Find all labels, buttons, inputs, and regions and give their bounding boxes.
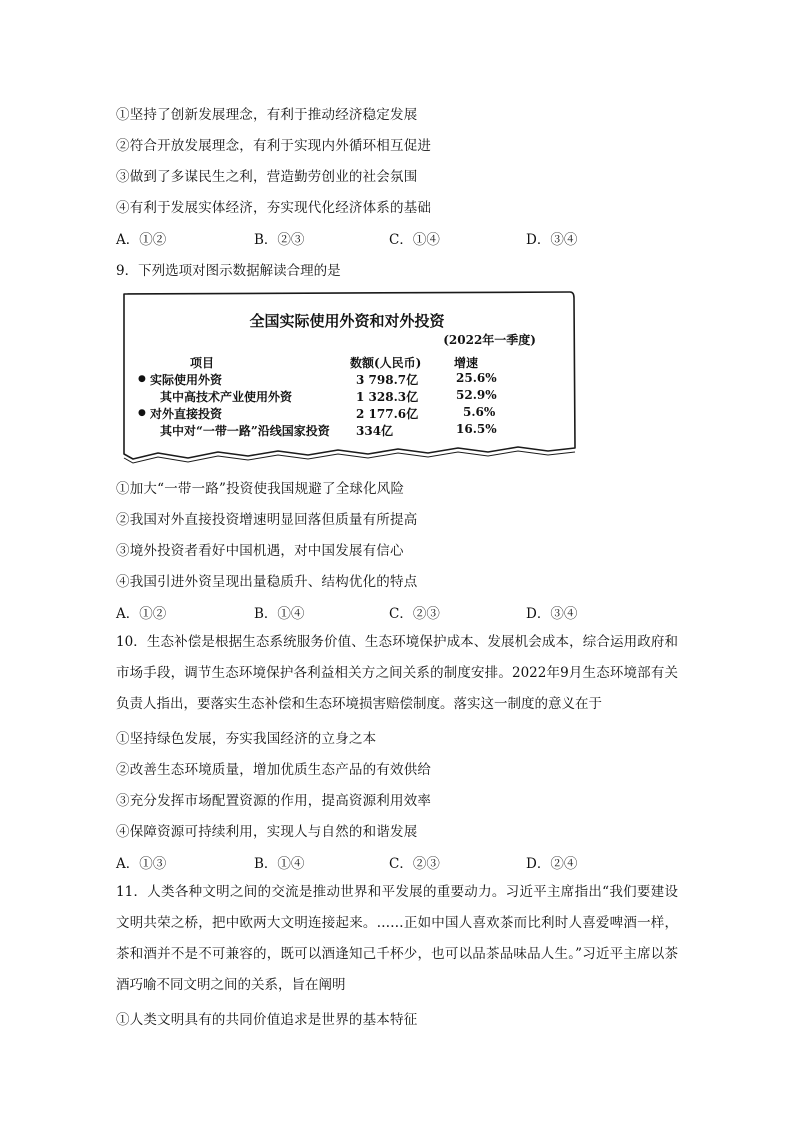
row-item: 其中对“一带一路”沿线国家投资 [160, 424, 330, 438]
q9-statement-4: ④我国引进外资呈现出量稳质升、结构优化的特点 [116, 574, 418, 590]
q8-statement-2: ②符合开放发展理念，有利于实现内外循环相互促进 [116, 138, 432, 154]
q8-statement-4: ④有利于发展实体经济，夯实现代化经济体系的基础 [116, 200, 432, 216]
q8-option-d[interactable]: D．③④ [526, 232, 578, 248]
q9-statement-2: ②我国对外直接投资增速明显回落但质量有所提高 [116, 512, 418, 528]
q8-statement-1: ①坚持了创新发展理念，有利于推动经济稳定发展 [116, 107, 418, 123]
header-item: 项目 [190, 356, 215, 370]
header-amount: 数额(人民币) [350, 356, 422, 370]
q10-statement-2: ②改善生态环境质量，增加优质生态产品的有效供给 [116, 762, 432, 778]
table-period: (2022年一季度) [443, 333, 536, 347]
q9-option-a[interactable]: A．①② [116, 606, 167, 622]
row-bullet: ● [138, 408, 146, 418]
q10-statement-4: ④保障资源可持续利用，实现人与自然的和谐发展 [116, 824, 418, 840]
q8-options [116, 228, 636, 248]
row-growth: 16.5% [456, 422, 497, 436]
row-growth: 52.9% [456, 388, 497, 402]
q8-option-a[interactable]: A．①② [116, 232, 167, 248]
q10-statement-3: ③充分发挥市场配置资源的作用，提高资源利用效率 [116, 793, 432, 809]
header-growth: 增速 [454, 356, 479, 370]
row-growth: 25.6% [456, 371, 497, 385]
q9-question: 9．下列选项对图示数据解读合理的是 [116, 263, 341, 279]
q10-question: 10．生态补偿是根据生态系统服务价值、生态环境保护成本、发展机会成本，综合运用政府和市场手段，调节生态环境保护各利益相关方之间关系的制度安排。2022年9月生态环境部有关负责人指出，要落实生态补偿和生态环境损害赔偿制度。落实这一制度的意义在于 [116, 634, 678, 712]
q10-option-c[interactable]: C．②③ [389, 856, 440, 872]
q9-option-b[interactable]: B．①④ [254, 606, 305, 622]
row-amount: 3 798.7亿 [356, 373, 419, 387]
row-item: 对外直接投资 [150, 407, 223, 421]
table-title: 全国实际使用外资和对外投资 [249, 312, 445, 330]
q9-statement-3: ③境外投资者看好中国机遇，对中国发展有信心 [116, 543, 404, 559]
q9-option-c[interactable]: C．②③ [389, 606, 440, 622]
row-item: 实际使用外资 [150, 373, 223, 387]
row-amount: 1 328.3亿 [356, 390, 419, 404]
q10-statement-1: ①坚持绿色发展，夯实我国经济的立身之本 [116, 731, 377, 747]
q9-options [116, 602, 636, 622]
row-amount: 334亿 [356, 424, 394, 438]
q9-option-d[interactable]: D．③④ [526, 606, 578, 622]
q11-question: 11．人类各种文明之间的交流是推动世界和平发展的重要动力。习近平主席指出“我们要建设文明共荣之桥，把中欧两大文明连接起来。……正如中国人喜欢茶而比利时人喜爱啤酒一样，茶和酒并不是不可兼容的，既可以酒逢知己千杯少，也可以品茶品味品人生。”习近平主席以茶酒巧喻不同文明之间的关系，旨在阐明 [116, 884, 678, 993]
q10-option-d[interactable]: D．②④ [526, 856, 578, 872]
q10-option-a[interactable]: A．①③ [116, 856, 167, 872]
q10-option-b[interactable]: B．①④ [254, 856, 305, 872]
q8-option-b[interactable]: B．②③ [254, 232, 305, 248]
q11-statement-1: ①人类文明具有的共同价值追求是世界的基本特征 [116, 1012, 418, 1028]
q8-statement-3: ③做到了多谋民生之利，营造勤劳创业的社会氛围 [116, 169, 418, 185]
q9-statement-1: ①加大“一带一路”投资使我国规避了全球化风险 [116, 481, 405, 497]
q10-options [116, 852, 636, 872]
row-item: 其中高技术产业使用外资 [160, 390, 293, 404]
row-amount: 2 177.6亿 [356, 407, 419, 421]
row-bullet: ● [138, 374, 146, 384]
q8-option-c[interactable]: C．①④ [389, 232, 440, 248]
row-growth: 5.6% [463, 405, 496, 419]
q9-table-figure [118, 288, 576, 466]
